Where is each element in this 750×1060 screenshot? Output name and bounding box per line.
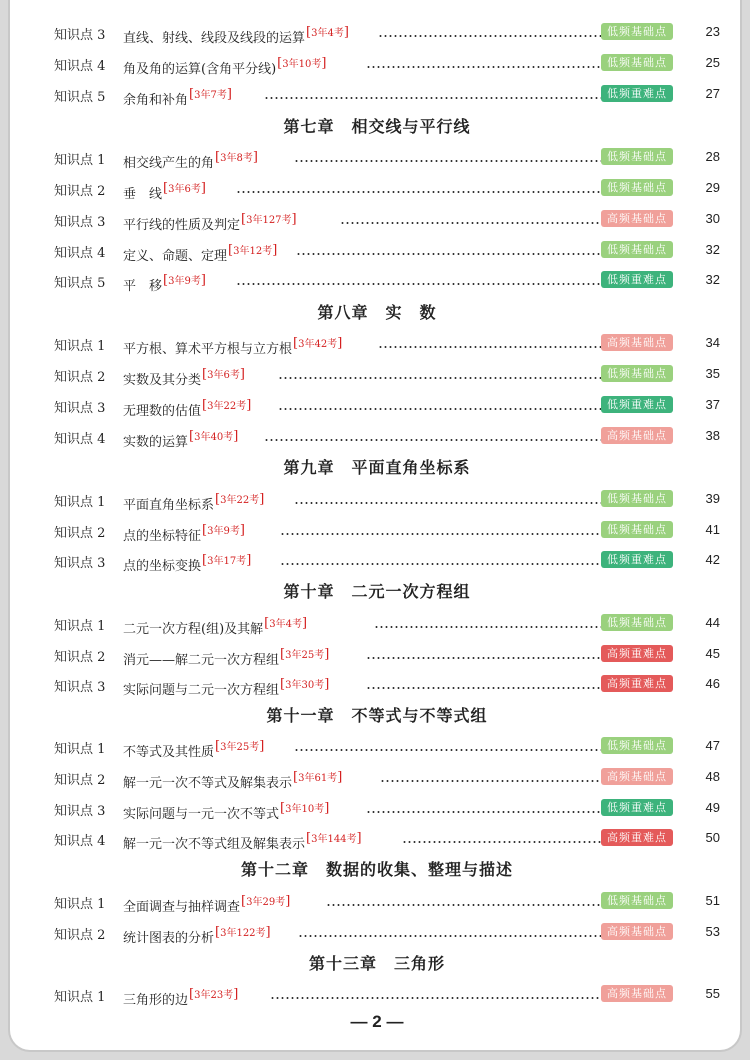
page-number: 25: [705, 55, 720, 70]
dot-leader: [278, 408, 604, 410]
entry-title: 平面直角坐标系[ $^{3年22考}$ ]: [123, 491, 264, 513]
toc-entry[interactable]: [54, 238, 720, 262]
exam-frequency-tag: [ $^{3年12考}$ ]: [228, 246, 277, 257]
dot-leader: [366, 687, 604, 689]
exam-frequency-tag: [ $^{3年6考}$ ]: [202, 370, 245, 381]
entry-title: 统计图表的分析[ $^{3年122考}$ ]: [123, 924, 271, 946]
toc-entry[interactable]: [54, 145, 720, 169]
knowledge-point-number: 知识点 1: [54, 619, 106, 634]
toc-entry[interactable]: [54, 268, 720, 292]
category-badge: 低频基础点: [601, 365, 673, 382]
entry-title: 消元——解二元一次方程组[ $^{3年25考}$ ]: [123, 646, 329, 668]
page-number: 45: [705, 646, 720, 661]
page-number: 39: [705, 491, 720, 506]
category-badge: 高频基础点: [601, 427, 673, 444]
knowledge-point-number: 知识点 1: [54, 742, 106, 757]
chapter-heading: 第十章 二元一次方程组: [283, 582, 471, 601]
exam-frequency-tag: [ $^{3年22考}$ ]: [202, 401, 251, 412]
entry-title: 点的坐标特征[ $^{3年9考}$ ]: [123, 522, 245, 544]
knowledge-point-number: 知识点 3: [54, 401, 106, 416]
dot-leader: [366, 66, 604, 68]
category-badge: 低频基础点: [601, 490, 673, 507]
entry-title: 定义、命题、定理[ $^{3年12考}$ ]: [123, 242, 277, 264]
exam-frequency-tag: [ $^{3年40考}$ ]: [189, 432, 238, 443]
dot-leader: [326, 904, 604, 906]
toc-entry[interactable]: [54, 207, 720, 231]
knowledge-point-number: 知识点 1: [54, 495, 106, 510]
toc-entry[interactable]: [54, 672, 720, 696]
dot-leader: [294, 749, 604, 751]
dot-leader: [278, 377, 604, 379]
toc-entry[interactable]: [54, 611, 720, 635]
category-badge: 低频重难点: [601, 85, 673, 102]
knowledge-point-number: 知识点 4: [54, 432, 106, 447]
category-badge: 低频重难点: [601, 551, 673, 568]
category-badge: 低频基础点: [601, 737, 673, 754]
exam-frequency-tag: [ $^{3年23考}$ ]: [189, 990, 238, 1001]
knowledge-point-number: 知识点 3: [54, 556, 106, 571]
knowledge-point-number: 知识点 3: [54, 215, 106, 230]
chapter-heading: 第七章 相交线与平行线: [283, 117, 471, 136]
category-badge: 低频重难点: [601, 396, 673, 413]
entry-title: 二元一次方程(组)及其解[ $^{3年4考}$ ]: [123, 615, 307, 637]
dot-leader: [374, 626, 604, 628]
page-number: 42: [705, 552, 720, 567]
entry-title: 实际问题与二元一次方程组[ $^{3年30考}$ ]: [123, 676, 329, 698]
exam-frequency-tag: [ $^{3年6考}$ ]: [163, 184, 206, 195]
exam-frequency-tag: [ $^{3年61考}$ ]: [293, 773, 342, 784]
knowledge-point-number: 知识点 2: [54, 526, 106, 541]
toc-entry[interactable]: [54, 331, 720, 355]
knowledge-point-number: 知识点 4: [54, 834, 106, 849]
toc-entry[interactable]: [54, 393, 720, 417]
page-number: 51: [705, 893, 720, 908]
knowledge-point-number: 知识点 2: [54, 370, 106, 385]
toc-entry[interactable]: [54, 176, 720, 200]
page-number: 29: [705, 180, 720, 195]
entry-title: 实数的运算[ $^{3年40考}$ ]: [123, 428, 238, 450]
exam-frequency-tag: [ $^{3年25考}$ ]: [280, 650, 329, 661]
exam-frequency-tag: [ $^{3年10考}$ ]: [277, 59, 326, 70]
toc-entry[interactable]: [54, 518, 720, 542]
entry-title: 平方根、算术平方根与立方根[ $^{3年42考}$ ]: [123, 335, 342, 357]
entry-title: 相交线产生的角[ $^{3年8考}$ ]: [123, 149, 258, 171]
entry-title: 平行线的性质及判定[ $^{3年127考}$ ]: [123, 211, 297, 233]
entry-title: 平 移[ $^{3年9考}$ ]: [123, 272, 206, 294]
page-number: 44: [705, 615, 720, 630]
category-badge: 高频基础点: [601, 768, 673, 785]
dot-leader: [340, 222, 604, 224]
knowledge-point-number: 知识点 3: [54, 804, 106, 819]
exam-frequency-tag: [ $^{3年144考}$ ]: [306, 834, 362, 845]
category-badge: 低频基础点: [601, 521, 673, 538]
chapter-heading: 第十一章 不等式与不等式组: [266, 706, 488, 725]
category-badge: 高频基础点: [601, 334, 673, 351]
chapter-heading: 第十三章 三角形: [308, 954, 445, 973]
knowledge-point-number: 知识点 5: [54, 276, 106, 291]
knowledge-point-number: 知识点 2: [54, 650, 106, 665]
dot-leader: [366, 657, 604, 659]
exam-frequency-tag: [ $^{3年7考}$ ]: [189, 90, 232, 101]
toc-entry[interactable]: [54, 82, 720, 106]
exam-frequency-tag: [ $^{3年127考}$ ]: [241, 215, 297, 226]
dot-leader: [380, 780, 604, 782]
exam-frequency-tag: [ $^{3年122考}$ ]: [215, 928, 271, 939]
toc-entry[interactable]: [54, 796, 720, 820]
chapter-heading: 第九章 平面直角坐标系: [283, 458, 471, 477]
toc-entry[interactable]: [54, 920, 720, 944]
toc-entry[interactable]: [54, 362, 720, 386]
category-badge: 高频重难点: [601, 829, 673, 846]
category-badge: 高频重难点: [601, 645, 673, 662]
page-number: 37: [705, 397, 720, 412]
entry-title: 角及角的运算(含角平分线)[ $^{3年10考}$ ]: [123, 55, 326, 77]
knowledge-point-number: 知识点 1: [54, 990, 106, 1005]
dot-leader: [236, 283, 604, 285]
exam-frequency-tag: [ $^{3年30考}$ ]: [280, 680, 329, 691]
category-badge: 低频基础点: [601, 148, 673, 165]
exam-frequency-tag: [ $^{3年29考}$ ]: [241, 897, 290, 908]
knowledge-point-number: 知识点 3: [54, 28, 106, 43]
knowledge-point-number: 知识点 1: [54, 897, 106, 912]
page-number: 34: [705, 335, 720, 350]
dot-leader: [280, 563, 604, 565]
entry-title: 实数及其分类[ $^{3年6考}$ ]: [123, 366, 245, 388]
entry-title: 点的坐标变换[ $^{3年17考}$ ]: [123, 552, 251, 574]
dot-leader: [294, 160, 604, 162]
page-number: 53: [705, 924, 720, 939]
entry-title: 全面调查与抽样调查[ $^{3年29考}$ ]: [123, 893, 290, 915]
entry-title: 三角形的边[ $^{3年23考}$ ]: [123, 986, 238, 1008]
exam-frequency-tag: [ $^{3年10考}$ ]: [280, 804, 329, 815]
toc-page: [8, 0, 742, 1052]
exam-frequency-tag: [ $^{3年4考}$ ]: [306, 28, 349, 39]
dot-leader: [378, 35, 604, 37]
toc-entry[interactable]: [54, 548, 720, 572]
chapter-heading: 第八章 实 数: [317, 303, 437, 322]
exam-frequency-tag: [ $^{3年8考}$ ]: [215, 153, 258, 164]
toc-entry[interactable]: [54, 982, 720, 1006]
knowledge-point-number: 知识点 5: [54, 90, 106, 105]
toc-entry[interactable]: [54, 20, 720, 44]
dot-leader: [296, 253, 604, 255]
knowledge-point-number: 知识点 1: [54, 339, 106, 354]
exam-frequency-tag: [ $^{3年42考}$ ]: [293, 339, 342, 350]
entry-title: 垂 线[ $^{3年6考}$ ]: [123, 180, 206, 202]
dot-leader: [264, 439, 604, 441]
category-badge: 低频基础点: [601, 23, 673, 40]
knowledge-point-number: 知识点 3: [54, 680, 106, 695]
knowledge-point-number: 知识点 4: [54, 59, 106, 74]
exam-frequency-tag: [ $^{3年9考}$ ]: [163, 276, 206, 287]
entry-title: 不等式及其性质[ $^{3年25考}$ ]: [123, 738, 264, 760]
dot-leader: [366, 811, 604, 813]
knowledge-point-number: 知识点 2: [54, 773, 106, 788]
category-badge: 高频基础点: [601, 210, 673, 227]
category-badge: 高频重难点: [601, 675, 673, 692]
entry-title: 余角和补角[ $^{3年7考}$ ]: [123, 86, 232, 108]
category-badge: 低频重难点: [601, 271, 673, 288]
page-number: 38: [705, 428, 720, 443]
exam-frequency-tag: [ $^{3年9考}$ ]: [202, 526, 245, 537]
toc-entry[interactable]: [54, 487, 720, 511]
dot-leader: [402, 841, 604, 843]
dot-leader: [294, 502, 604, 504]
page-number: 35: [705, 366, 720, 381]
page-number: 32: [705, 272, 720, 287]
category-badge: 高频基础点: [601, 923, 673, 940]
exam-frequency-tag: [ $^{3年25考}$ ]: [215, 742, 264, 753]
page-number: 23: [705, 24, 720, 39]
exam-frequency-tag: [ $^{3年4考}$ ]: [264, 619, 307, 630]
entry-title: 解一元一次不等式组及解集表示[ $^{3年144考}$ ]: [123, 830, 362, 852]
category-badge: 高频基础点: [601, 985, 673, 1002]
entry-title: 直线、射线、线段及线段的运算[ $^{3年4考}$ ]: [123, 24, 349, 46]
page-number: 27: [705, 86, 720, 101]
category-badge: 低频基础点: [601, 241, 673, 258]
page-number: 28: [705, 149, 720, 164]
chapter-heading: 第十二章 数据的收集、整理与描述: [240, 860, 513, 879]
dot-leader: [378, 346, 604, 348]
knowledge-point-number: 知识点 2: [54, 184, 106, 199]
page-number: 55: [705, 986, 720, 1001]
dot-leader: [236, 191, 604, 193]
toc-entry[interactable]: [54, 826, 720, 850]
category-badge: 低频重难点: [601, 799, 673, 816]
category-badge: 低频基础点: [601, 892, 673, 909]
toc-entry[interactable]: [54, 424, 720, 448]
category-badge: 低频基础点: [601, 54, 673, 71]
knowledge-point-number: 知识点 4: [54, 246, 106, 261]
exam-frequency-tag: [ $^{3年17考}$ ]: [202, 556, 251, 567]
toc-entry[interactable]: [54, 765, 720, 789]
page-number: 41: [705, 522, 720, 537]
toc-entry[interactable]: [54, 889, 720, 913]
page-number: 49: [705, 800, 720, 815]
page-number: 47: [705, 738, 720, 753]
dot-leader: [270, 997, 604, 999]
category-badge: 低频基础点: [601, 179, 673, 196]
page-number: 50: [705, 830, 720, 845]
page-number: 30: [705, 211, 720, 226]
entry-title: 无理数的估值[ $^{3年22考}$ ]: [123, 397, 251, 419]
dot-leader: [280, 533, 604, 535]
entry-title: 实际问题与一元一次不等式[ $^{3年10考}$ ]: [123, 800, 329, 822]
page-number: 46: [705, 676, 720, 691]
knowledge-point-number: 知识点 2: [54, 928, 106, 943]
category-badge: 低频基础点: [601, 614, 673, 631]
entry-title: 解一元一次不等式及解集表示[ $^{3年61考}$ ]: [123, 769, 342, 791]
dot-leader: [264, 97, 604, 99]
footer-page-number: — 2 —: [350, 1012, 404, 1031]
page-number: 32: [705, 242, 720, 257]
toc-entry[interactable]: [54, 642, 720, 666]
page-number: 48: [705, 769, 720, 784]
dot-leader: [298, 935, 604, 937]
knowledge-point-number: 知识点 1: [54, 153, 106, 168]
toc-entry[interactable]: [54, 734, 720, 758]
toc-entry[interactable]: [54, 51, 720, 75]
exam-frequency-tag: [ $^{3年22考}$ ]: [215, 495, 264, 506]
